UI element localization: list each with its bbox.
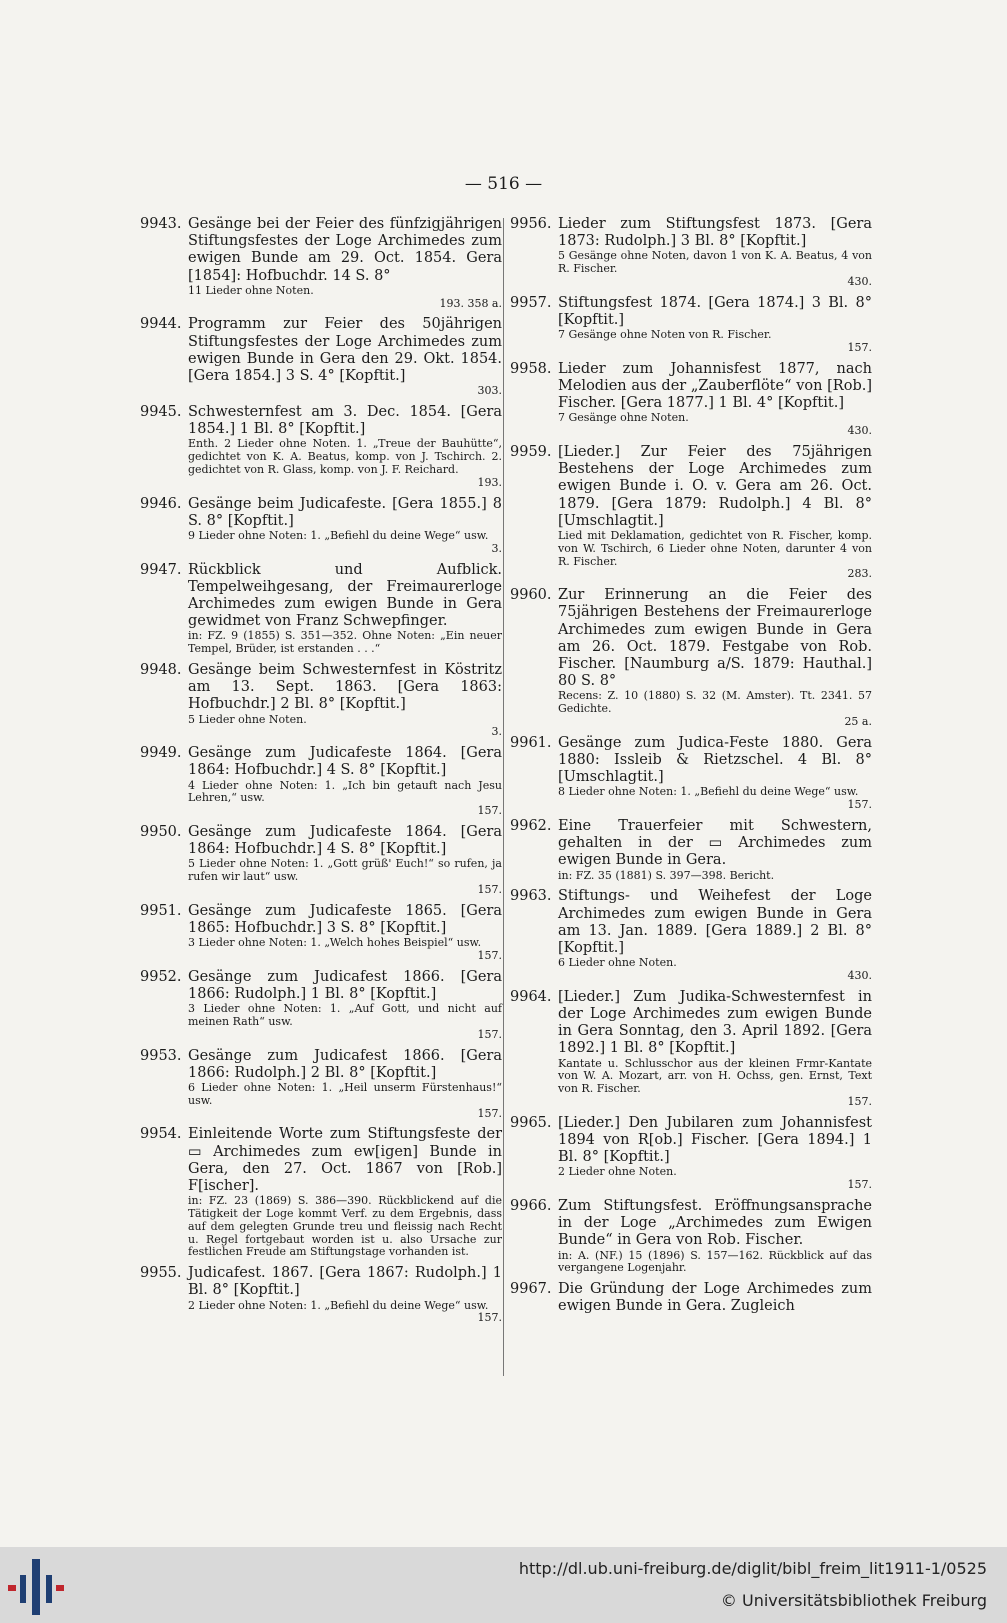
entry-reference: 25 a. <box>844 715 872 729</box>
entry-number: 9966. <box>510 1198 552 1215</box>
entry-number: 9957. <box>510 294 552 311</box>
entry-title: Stiftungs- und Weihefest der Loge Archimedes zum ewigen Bunde in Gera am 13. Jan. 1889. [Gera 1889.] 2 Bl. 8° [Kopftit.] <box>558 888 872 957</box>
entry-title: Zur Erinnerung an die Feier des 75jährigen Bestehens der Freimaurerloge Archimedes zum ewigen Bunde in Gera am 26. Oct. 1879. Festgabe von Rob. Fischer. [Naumburg a/S. 1879: Hauthal.] 80 S. 8° <box>558 587 872 690</box>
library-logo-icon <box>8 1559 64 1615</box>
bibliography-entry <box>140 562 502 656</box>
bibliography-entry <box>140 662 502 739</box>
entry-reference: 193. 358 a. <box>439 296 502 310</box>
bibliography-entry <box>140 404 502 490</box>
entry-note: Recens: Z. 10 (1880) S. 32 (M. Amster). Tt. 2341. 57 Gedichte. <box>558 689 872 716</box>
entry-number: 9959. <box>510 444 552 460</box>
entry-number: 9956. <box>510 216 552 232</box>
entry-title: Zum Stiftungsfest. Eröffnungsansprache in der Loge „Archimedes zum Ewigen Bunde“ in Gera von Rob. Fischer. <box>558 1198 872 1249</box>
entry-number: 9960. <box>510 587 552 604</box>
entry-number: 9950. <box>140 824 182 841</box>
bibliography-entry <box>510 216 872 289</box>
entry-note: 2 Lieder ohne Noten. <box>558 1165 677 1179</box>
entry-reference: 430. <box>847 424 872 438</box>
entry-title: Gesänge zum Judicafeste 1864. [Gera 1864: Hofbuchdr.] 4 S. 8° [Kopftit.] <box>188 745 502 779</box>
entry-title: [Lieder.] Zur Feier des 75jährigen Bestehens der Loge Archimedes zum ewigen Bunde i. O. v. Gera am 26. Oct. 1879. [Gera 1879: Rudolph.] 4 Bl. 8° [Umschlagtit.] <box>558 444 872 529</box>
entry-note: Lied mit Deklamation, gedichtet von R. Fischer, komp. von W. Tschirch, 6 Lieder ohne Noten, darunter 4 von R. Fischer. <box>558 529 872 568</box>
entry-number: 9961. <box>510 734 552 751</box>
entry-number: 9945. <box>140 404 182 421</box>
entry-note: 6 Lieder ohne Noten. <box>558 956 677 970</box>
entry-number: 9949. <box>140 745 182 762</box>
entry-note: in: A. (NF.) 15 (1896) S. 157—162. Rückblick auf das vergangene Logenjahr. <box>558 1248 872 1275</box>
bibliography-entry <box>140 903 502 963</box>
entry-title: Judicafest. 1867. [Gera 1867: Rudolph.] 1 Bl. 8° [Kopftit.] <box>188 1265 502 1299</box>
entry-note: 2 Lieder ohne Noten: 1. „Befiehl du deine Wege“ usw. <box>188 1298 489 1312</box>
entry-note: in: FZ. 23 (1869) S. 386—390. Rückblickend auf die Tätigkeit der Loge kommt Verf. zu dem Ergebnis, dass auf dem gelegten Grunde treu und fleissig nach Recht u. Regel fortgebaut worden ist u. also Ursache zur festlichen Freude am Stiftungstage vorhanden ist. <box>188 1194 502 1259</box>
entry-number: 9963. <box>510 888 552 905</box>
entry-reference: 157. <box>477 804 502 818</box>
bibliography-entry <box>510 1281 872 1315</box>
entry-title: Gesänge zum Judicafest 1866. [Gera 1866: Rudolph.] 1 Bl. 8° [Kopftit.] <box>188 968 502 1003</box>
entry-number: 9962. <box>510 818 552 835</box>
entry-reference: 303. <box>477 384 502 398</box>
entry-number: 9954. <box>140 1126 182 1143</box>
entry-title: Gesänge beim Schwesternfest in Köstritz am 13. Sept. 1863. [Gera 1863: Hofbuchdr.] 2 Bl. 8° [Kopftit.] <box>188 662 502 713</box>
bibliography-entry <box>510 444 872 581</box>
entry-title: Gesänge zum Judicafeste 1865. [Gera 1865: Hofbuchdr.] 3 S. 8° [Kopftit.] <box>188 902 502 937</box>
entry-number: 9965. <box>510 1114 552 1131</box>
bibliography-entry <box>510 295 872 355</box>
page-number: — 516 — <box>464 174 543 194</box>
entry-note: 4 Lieder ohne Noten: 1. „Ich bin getauft nach Jesu Lehren,“ usw. <box>188 778 502 805</box>
bibliography-entry <box>510 587 872 729</box>
entry-note: 8 Lieder ohne Noten: 1. „Befiehl du deine Wege“ usw. <box>558 785 859 799</box>
entry-number: 9946. <box>140 495 182 512</box>
entry-reference: 157. <box>477 1311 502 1325</box>
entry-note: 3 Lieder ohne Noten: 1. „Auf Gott, und nicht auf meinen Rath“ usw. <box>188 1002 502 1029</box>
bibliography-entry <box>140 1126 502 1259</box>
entry-title: Programm zur Feier des 50jährigen Stiftungsfestes der Loge Archimedes zum ewigen Bunde in Gera den 29. Okt. 1854. [Gera 1854.] 3 S. 4° [Kopftit.] <box>188 316 502 385</box>
entry-reference: 157. <box>477 1106 502 1120</box>
entry-note: in: FZ. 9 (1855) S. 351—352. Ohne Noten: „Ein neuer Tempel, Brüder, ist erstanden . . .“ <box>188 629 502 656</box>
entry-note: Kantate u. Schlusschor aus der kleinen Frmr-Kantate von W. A. Mozart, arr. von H. Ochss, gen. Ernst, Text von R. Fischer. <box>558 1056 872 1096</box>
entry-reference: 157. <box>847 1095 872 1109</box>
bibliography-entry <box>510 989 872 1109</box>
entry-number: 9952. <box>140 968 182 985</box>
entry-title: Lieder zum Johannisfest 1877, nach Melodien aus der „Zauberflöte“ von [Rob.] Fischer. [Gera 1877.] 1 Bl. 4° [Kopftit.] <box>558 360 872 412</box>
entry-reference: 157. <box>847 1178 872 1192</box>
entry-reference: 157. <box>477 949 502 963</box>
entry-title: Rückblick und Aufblick. Tempelweihgesang, der Freimaurerloge Archimedes zum ewigen Bunde in Gera gewidmet von Franz Schwepfinger. <box>188 561 502 630</box>
entry-note: 11 Lieder ohne Noten. <box>188 283 314 297</box>
entry-title: [Lieder.] Zum Judika-Schwesternfest in der Loge Archimedes zum ewigen Bunde in Gera Sonntag, den 3. April 1892. [Gera 1892.] 1 Bl. 8° [Kopftit.] <box>558 988 872 1057</box>
entry-title: Gesänge zum Judicafeste 1864. [Gera 1864: Hofbuchdr.] 4 S. 8° [Kopftit.] <box>188 824 502 858</box>
entry-reference: 283. <box>847 567 872 581</box>
entry-note: 6 Lieder ohne Noten: 1. „Heil unserm Fürstenhaus!“ usw. <box>188 1081 502 1107</box>
entry-note: 9 Lieder ohne Noten: 1. „Befiehl du deine Wege“ usw. <box>188 529 489 543</box>
right-column <box>510 216 872 1322</box>
entry-number: 9951. <box>140 902 182 919</box>
bibliography-entry <box>140 1048 502 1121</box>
entry-reference: 430. <box>847 275 872 288</box>
entry-title: Einleitende Worte zum Stiftungsfeste der ▭ Archimedes zum ew[igen] Bunde in Gera, den 27. Oct. 1867 von [Rob.] F[ischer]. <box>188 1126 502 1195</box>
entry-note: 5 Gesänge ohne Noten, davon 1 von K. A. Beatus, 4 von R. Fischer. <box>558 249 872 276</box>
entry-number: 9943. <box>140 216 182 232</box>
entry-title: Gesänge zum Judica-Feste 1880. Gera 1880: Issleib & Rietzschel. 4 Bl. 8° [Umschlagtit.] <box>558 734 872 786</box>
entry-title: Gesänge bei der Feier des fünfzigjährigen Stiftungsfestes der Loge Archimedes zum ewigen Bunde am 29. Oct. 1854. Gera [1854]: Hofbuchdr. 14 S. 8° <box>188 216 502 284</box>
column-divider <box>503 218 504 1376</box>
bibliography-entry <box>510 1115 872 1192</box>
entry-reference: 157. <box>847 341 872 354</box>
entry-reference: 3. <box>491 541 502 555</box>
entry-title: [Lieder.] Den Jubilaren zum Johannisfest 1894 von R[ob.] Fischer. [Gera 1894.] 1 Bl. 8° [Kopftit.] <box>558 1114 872 1166</box>
bibliography-entry <box>510 818 872 882</box>
entry-reference: 3. <box>491 725 502 739</box>
bibliography-entry <box>140 496 502 556</box>
entry-reference: 157. <box>477 883 502 897</box>
entry-number: 9944. <box>140 316 182 333</box>
entry-title: Lieder zum Stiftungsfest 1873. [Gera 1873: Rudolph.] 3 Bl. 8° [Kopftit.] <box>558 216 872 250</box>
entry-title: Gesänge zum Judicafest 1866. [Gera 1866: Rudolph.] 2 Bl. 8° [Kopftit.] <box>188 1047 502 1081</box>
entry-reference: 193. <box>477 475 502 489</box>
bibliography-entry <box>140 316 502 398</box>
entry-number: 9953. <box>140 1047 182 1064</box>
entry-title: Eine Trauerfeier mit Schwestern, gehalten in der ▭ Archimedes zum ewigen Bunde in Gera. <box>558 818 872 869</box>
bibliography-entry <box>140 969 502 1042</box>
entry-note: 3 Lieder ohne Noten: 1. „Welch hohes Beispiel“ usw. <box>188 936 482 950</box>
entry-note: 7 Gesänge ohne Noten. <box>558 411 689 425</box>
entry-reference: 157. <box>847 798 872 812</box>
entry-title: Stiftungsfest 1874. [Gera 1874.] 3 Bl. 8° [Kopftit.] <box>558 294 872 328</box>
bibliography-entry <box>510 1198 872 1275</box>
bibliography-entry <box>140 824 502 897</box>
entry-number: 9964. <box>510 988 552 1005</box>
footer-bar <box>0 1547 1007 1623</box>
entry-number: 9947. <box>140 561 182 578</box>
entry-title: Die Gründung der Loge Archimedes zum ewigen Bunde in Gera. Zugleich <box>558 1281 872 1315</box>
entry-title: Schwesternfest am 3. Dec. 1854. [Gera 1854.] 1 Bl. 8° [Kopftit.] <box>188 404 502 438</box>
entry-note: 5 Lieder ohne Noten: 1. „Gott grüß' Euch!“ so rufen, ja rufen wir laut“ usw. <box>188 857 502 884</box>
entry-reference: 157. <box>477 1027 502 1041</box>
entry-number: 9958. <box>510 360 552 377</box>
entry-reference: 430. <box>847 969 872 983</box>
source-url-link[interactable]: http://dl.ub.uni-freiburg.de/diglit/bibl_freim_lit1911-1/0525 <box>518 1559 987 1578</box>
bibliography-entry <box>510 735 872 812</box>
entry-note: Enth. 2 Lieder ohne Noten. 1. „Treue der Bauhütte“, gedichtet von K. A. Beatus, komp. von J. Tschirch. 2. gedichtet von R. Glass, komp. von J. F. Reichard. <box>188 437 502 477</box>
entry-title: Gesänge beim Judicafeste. [Gera 1855.] 8 S. 8° [Kopftit.] <box>188 495 502 529</box>
entry-number: 9967. <box>510 1281 552 1298</box>
bibliography-entry <box>510 888 872 982</box>
entry-note: in: FZ. 35 (1881) S. 397—398. Bericht. <box>558 868 775 882</box>
copyright-text: © Universitätsbibliothek Freiburg <box>720 1591 987 1610</box>
entry-number: 9948. <box>140 662 182 679</box>
left-column <box>140 216 502 1331</box>
bibliography-entry <box>140 216 502 310</box>
bibliography-entry <box>510 361 872 438</box>
entry-number: 9955. <box>140 1265 182 1282</box>
entry-note: 7 Gesänge ohne Noten von R. Fischer. <box>558 328 772 342</box>
bibliography-entry <box>140 745 502 818</box>
bibliography-entry <box>140 1265 502 1325</box>
entry-note: 5 Lieder ohne Noten. <box>188 712 307 726</box>
